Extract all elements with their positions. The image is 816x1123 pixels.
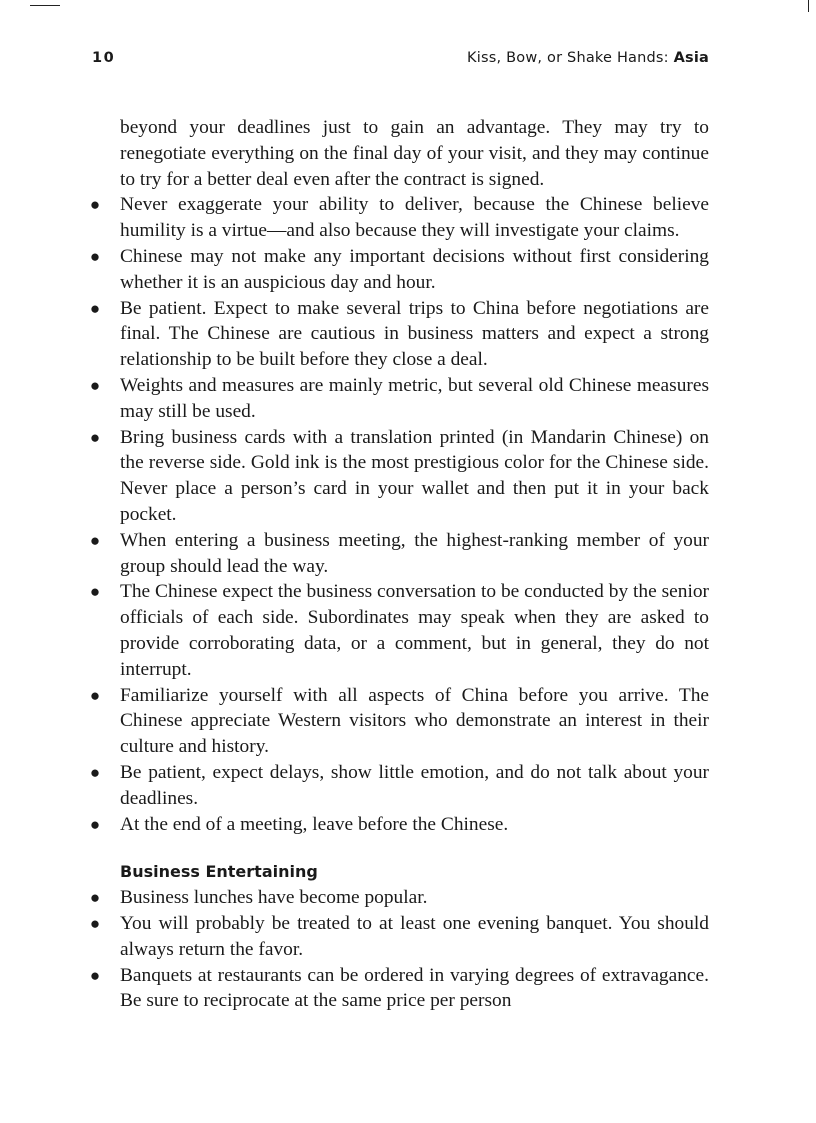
- list-item-text: Familiarize yourself with all aspects of China before you arrive. The Chinese appreciate Western visitors who demonstrate an interest in their culture and history.: [120, 684, 709, 758]
- page-body: [87, 115, 709, 1014]
- bullet-icon: ●: [89, 913, 101, 933]
- list-item-text: Be patient. Expect to make several trips to China before negotiations are final. The Chinese are cautious in business matters and expect a strong relationship to be built before they close a deal.: [120, 297, 709, 371]
- running-head: [92, 50, 709, 72]
- bullet-icon: ●: [89, 582, 101, 602]
- list-item: [87, 192, 709, 244]
- list-item-text: Chinese may not make any important decisions without first considering whether it is an auspicious day and hour.: [120, 245, 709, 293]
- list-item: [87, 528, 709, 580]
- bullet-icon: ●: [89, 965, 101, 985]
- continuation-paragraph: beyond your deadlines just to gain an advantage. They may try to renegotiate everything on the final day of your visit, and they may continue to try for a better deal even after the contract is signed.: [120, 117, 709, 190]
- list-item-text: At the end of a meeting, leave before the Chinese.: [120, 813, 509, 835]
- list-item: [87, 760, 709, 812]
- book-title: [467, 50, 709, 66]
- crop-mark: [30, 5, 60, 6]
- list-item: [87, 244, 709, 296]
- bullet-icon: ●: [89, 814, 101, 834]
- list-item-text: When entering a business meeting, the highest-ranking member of your group should lead the way.: [120, 529, 709, 577]
- list-item: [87, 963, 709, 1015]
- list-item-text: Never exaggerate your ability to deliver, because the Chinese believe humility is a virtue—and also because they will investigate your claims.: [120, 194, 709, 242]
- bullet-icon: ●: [89, 195, 101, 215]
- list-item: [87, 425, 709, 528]
- list-item-text: Business lunches have become popular.: [120, 887, 428, 909]
- list-item: [87, 296, 709, 373]
- bullet-icon: ●: [89, 298, 101, 318]
- bullet-icon: ●: [89, 762, 101, 782]
- list-item: [87, 885, 709, 911]
- list-item: [87, 812, 709, 838]
- crop-mark-right: [808, 0, 810, 12]
- list-item-text: Be patient, expect delays, show little emotion, and do not talk about your deadlines.: [120, 761, 709, 809]
- list-item: [87, 579, 709, 682]
- bullet-icon: ●: [89, 685, 101, 705]
- bullet-icon: ●: [89, 375, 101, 395]
- book-title-prefix: Kiss, Bow, or Shake Hands:: [467, 50, 674, 66]
- list-item-text: Bring business cards with a translation printed (in Mandarin Chinese) on the reverse side. Gold ink is the most prestigious color for the Chinese side. Never place a person’s card in your wallet and then put it in your back pocket.: [120, 426, 709, 525]
- list-item-text: You will probably be treated to at least one evening banquet. You should always return the favor.: [120, 912, 709, 960]
- list-item: [87, 373, 709, 425]
- bullet-icon: ●: [89, 246, 101, 266]
- bullet-icon: ●: [89, 888, 101, 908]
- book-title-region: Asia: [673, 50, 709, 66]
- page-number: 10: [92, 50, 116, 66]
- list-item-text: The Chinese expect the business conversation to be conducted by the senior officials of each side. Subordinates may speak when they are asked to provide corroborating data, or a comment, but in general, they do not interrupt.: [120, 581, 709, 680]
- list-item-text: Banquets at restaurants can be ordered in varying degrees of extravagance. Be sure to reciprocate at the same price per person: [120, 964, 709, 1012]
- list-item-text: Weights and measures are mainly metric, but several old Chinese measures may still be used.: [120, 374, 709, 422]
- section-heading: Business Entertaining: [120, 862, 318, 882]
- bullet-icon: ●: [89, 427, 101, 447]
- bullet-icon: ●: [89, 530, 101, 550]
- list-item: [87, 911, 709, 963]
- list-item: [87, 683, 709, 760]
